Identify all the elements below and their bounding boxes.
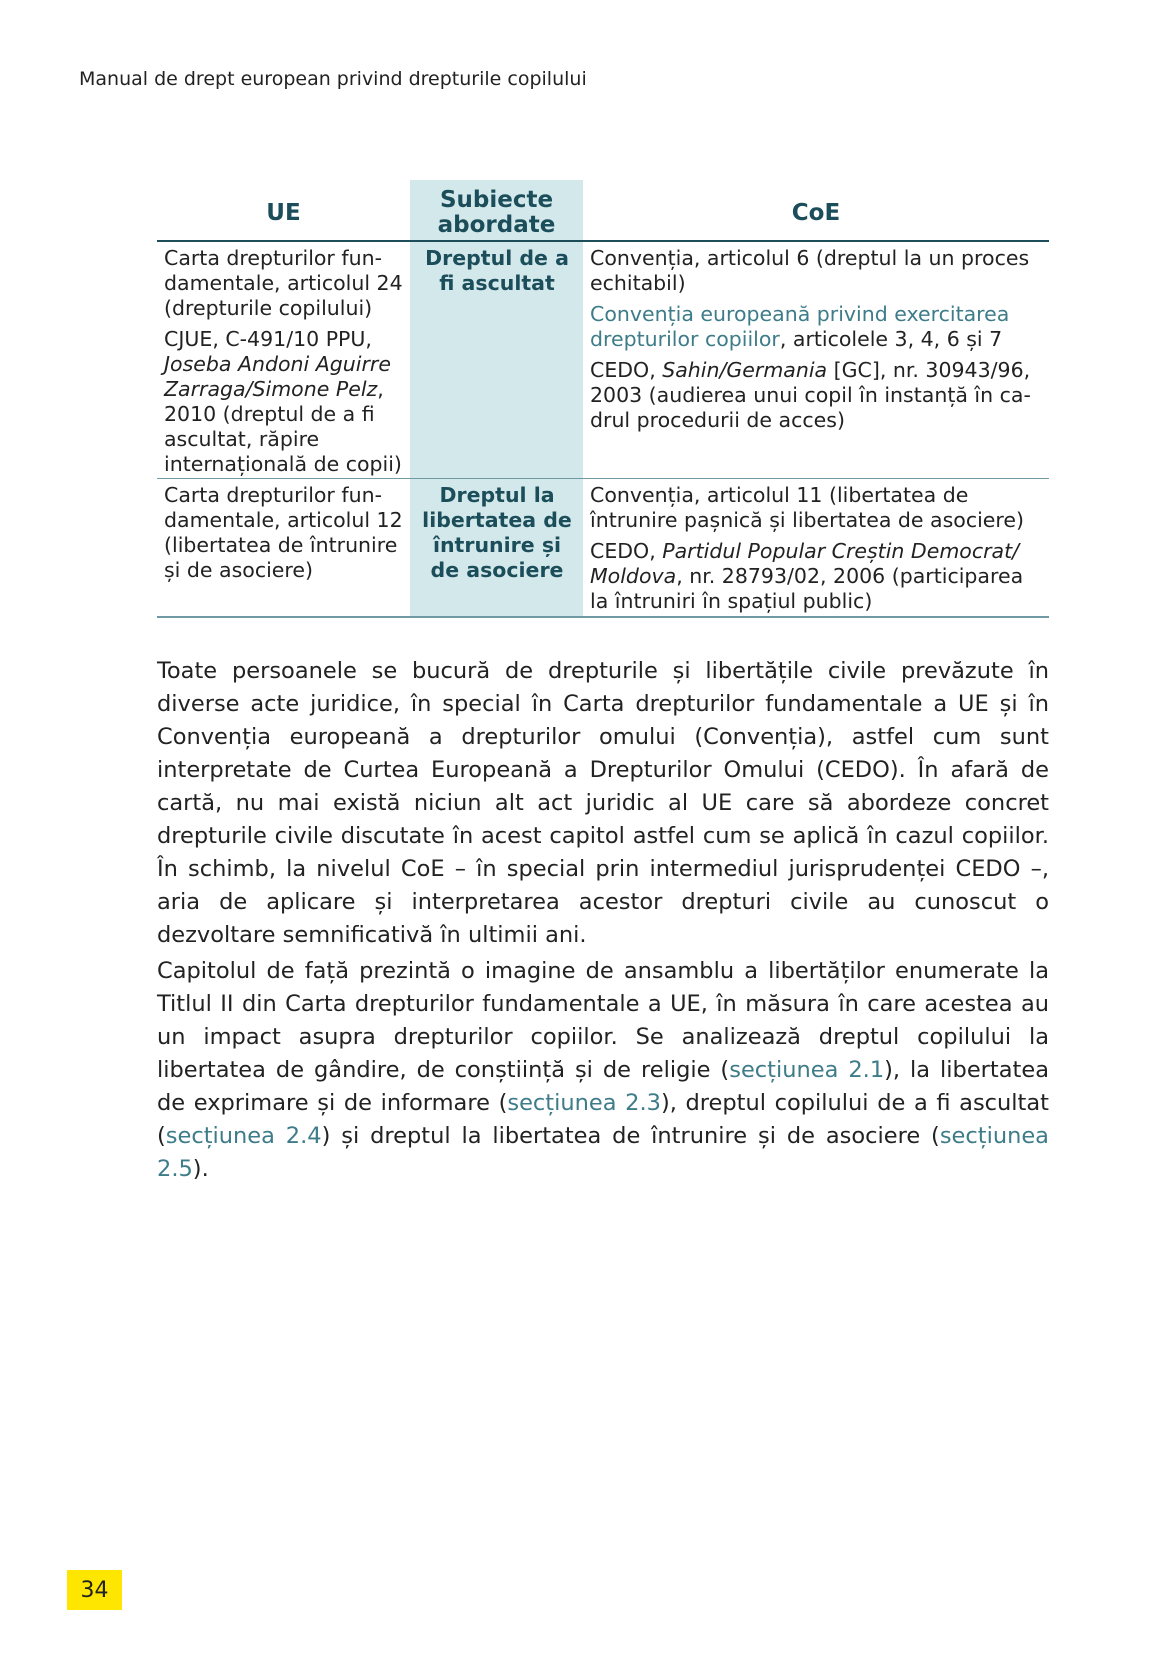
overview-paragraph [157, 955, 1049, 1186]
case-details: [GC], nr. 30943/96, 2003 (audierea unui copil în instanță în cadrul procedurii de acces) [590, 358, 1031, 432]
column-header-coe: CoE [583, 180, 1049, 241]
column-header-eu: UE [157, 180, 410, 241]
case-name: Sahin/Germania [662, 358, 828, 382]
paragraph-text: Capitolul de față prezintă o imagine de ansamblu a libertăților enumerate la Titlul II din Carta drepturilor fundamentale a UE, în măsura în care acestea au un impact asupra drepturilor copiilor. Se analizează dreptul copilului la libertatea de gândire, de conștiință și de religie ( [157, 958, 1049, 1083]
paragraph-text: ), dreptul copilului de a fi ascultat ( [157, 1090, 1049, 1149]
table-header-row [157, 180, 1049, 241]
convention-articles: , articolele 3, 4, 6 și 7 [779, 327, 1003, 351]
paragraph-text: ), la libertatea de exprimare și de informare ( [157, 1057, 1049, 1116]
eu-entry: Carta drepturilor fundamentale, articolul 24 (drepturile copilului) [164, 246, 403, 320]
convention-link[interactable]: Convenția europeană privind exercitarea drepturilor copiilor [590, 302, 1010, 351]
section-link-2-1[interactable]: secțiunea 2.1 [729, 1057, 885, 1083]
section-link-2-5[interactable]: secțiunea 2.5 [157, 1123, 1049, 1182]
case-details: , nr. 28793/02, 2006 (participarea la întruniri în spațiul public) [590, 564, 1024, 613]
section-link-2-3[interactable]: secțiunea 2.3 [507, 1090, 661, 1116]
case-court: CJUE, C-491/10 PPU, [164, 327, 372, 351]
coe-entry: Convenția, articolul 6 (dreptul la un proces echitabil) [590, 246, 1030, 295]
eu-entry [164, 327, 404, 477]
coe-entry: Convenția, articolul 11 (libertatea de întrunire pașnică și libertatea de asociere) [590, 483, 1024, 532]
eu-cell [157, 479, 410, 618]
subject-cell: Dreptul de a fi ascultat [410, 241, 583, 479]
table-row [157, 241, 1049, 479]
case-details: , 2010 (dreptul de a fi ascultat, răpire internațională de copii) [164, 377, 402, 476]
case-court: CEDO, [590, 358, 663, 382]
case-name: Joseba Andoni Aguirre Zarraga/Simone Pelz [164, 352, 391, 401]
table-row [157, 479, 1049, 618]
subject-cell: Dreptul la libertatea de întrunire și de asociere [410, 479, 583, 618]
coe-cell [583, 479, 1049, 618]
overview-table [157, 180, 1049, 618]
coe-entry [590, 358, 1043, 433]
coe-entry [590, 302, 1043, 352]
case-court: CEDO, [590, 539, 663, 563]
section-link-2-4[interactable]: secțiunea 2.4 [165, 1123, 322, 1149]
page-number: 34 [67, 1570, 122, 1610]
coe-cell [583, 241, 1049, 479]
eu-cell [157, 241, 410, 479]
intro-paragraph: Toate persoanele se bucură de drepturile și libertățile civile prevăzute în diverse acte juridice, în special în Carta drepturilor fundamentale a UE și în Convenția europeană a drepturilor omului (Convenția), astfel cum sunt interpretate de Curtea Europeană a Drepturilor Omului (CEDO). În afară de cartă, nu mai există niciun alt act juridic al UE care să abordeze concret drepturile civile discutate în acest capitol astfel cum se aplică în cazul copiilor. În schimb, la nivelul CoE – în special prin intermediul jurisprudenței CEDO –, aria de aplicare și interpretarea acestor drepturi civile au cunoscut o dezvoltare semnificativă în ultimii ani. [157, 658, 1049, 948]
running-header: Manual de drept european privind drepturile copilului [79, 68, 587, 90]
paragraph-text: ) și dreptul la libertatea de întrunire și de asociere ( [321, 1123, 940, 1149]
column-header-subject: Subiecte abordate [410, 180, 583, 241]
case-name: Partidul Popular Creștin Democrat/ Moldova [590, 539, 1020, 588]
eu-entry: Carta drepturilor fundamentale, articolul 12 (libertatea de întrunire și de asociere) [164, 483, 403, 582]
coe-entry [590, 539, 1043, 614]
paragraph-text: ). [192, 1156, 209, 1182]
